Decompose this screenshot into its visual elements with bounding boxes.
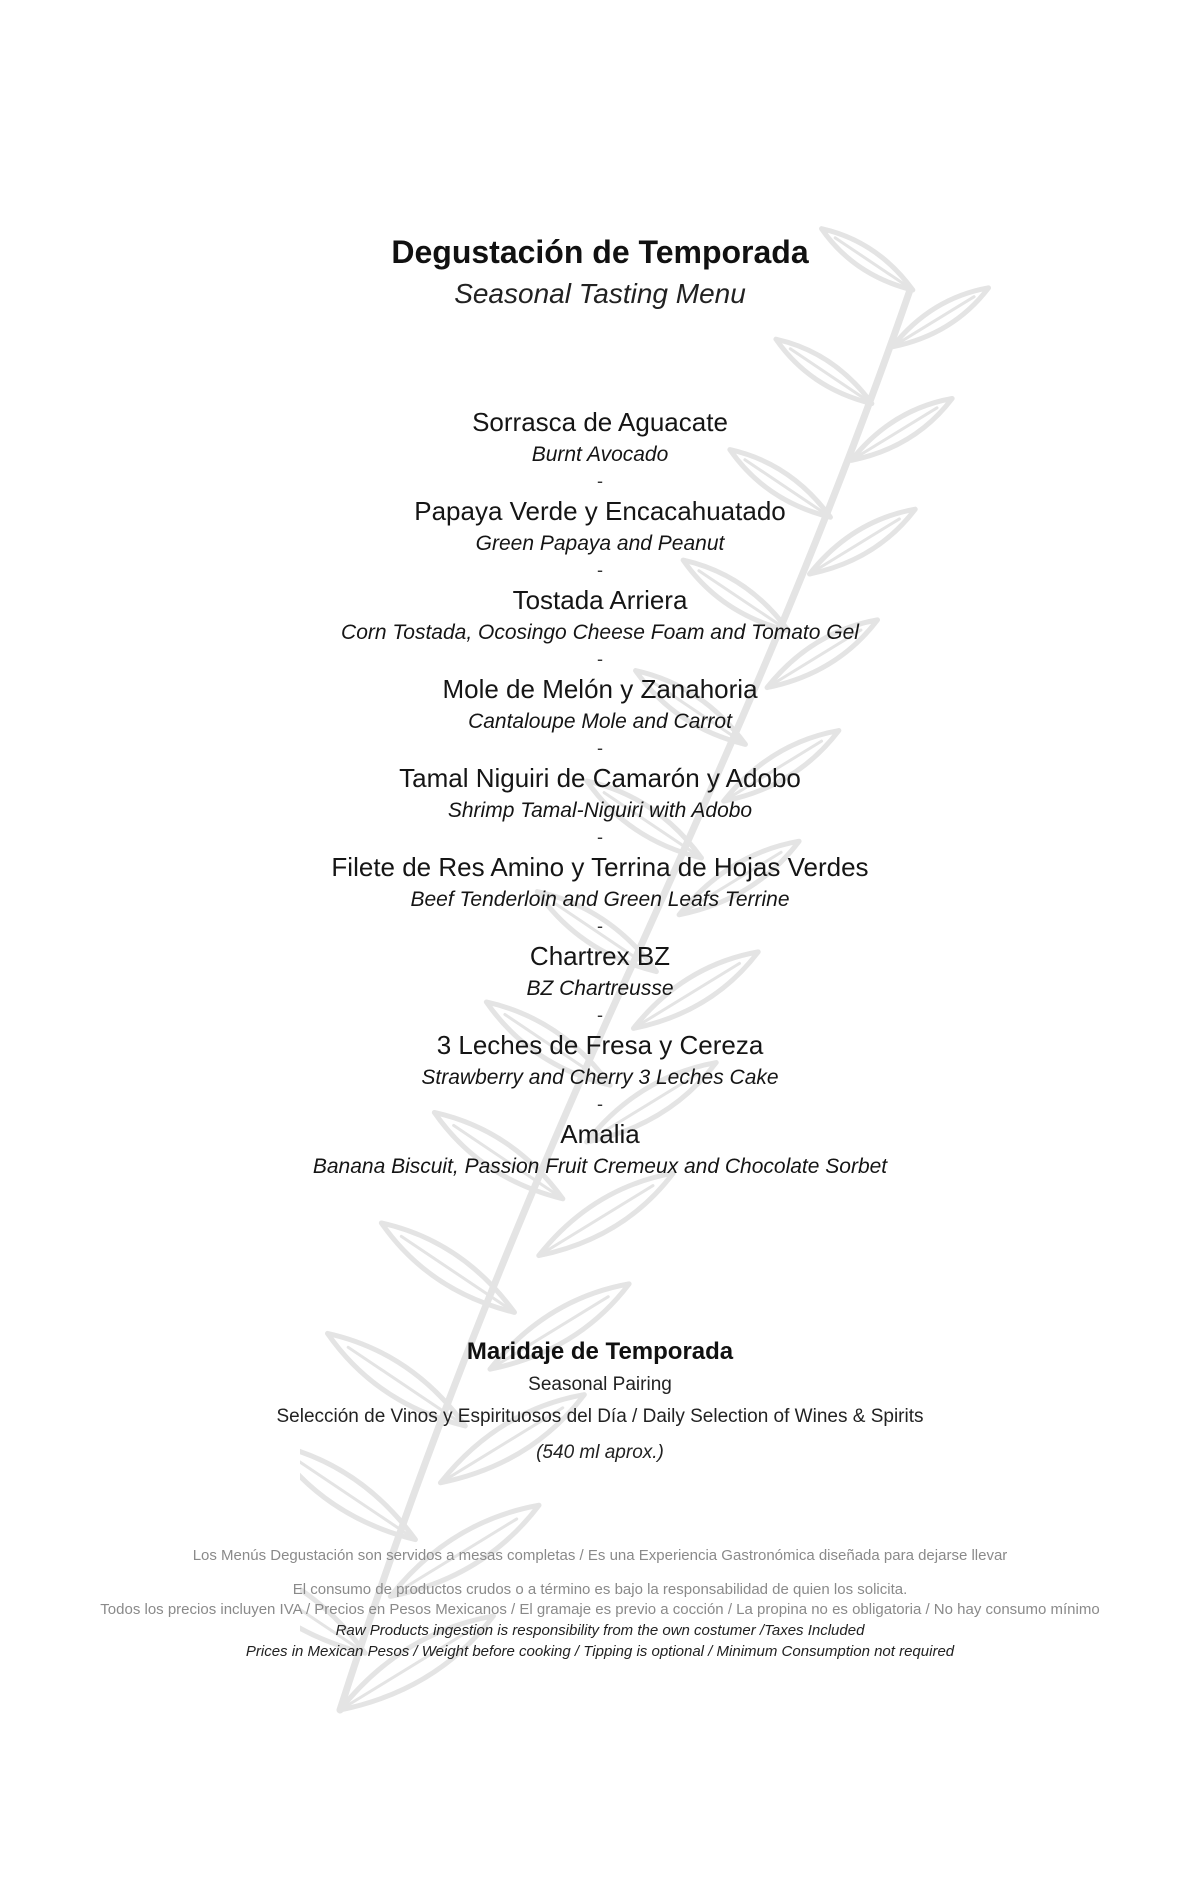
course-separator: - — [597, 827, 603, 847]
course-separator: - — [597, 738, 603, 758]
course-item — [0, 1027, 1200, 1116]
course-item — [0, 493, 1200, 582]
course-name-en: Green Papaya and Peanut — [475, 532, 725, 555]
pairing-selection: Selección de Vinos y Espirituosos del Día / Daily Selection of Wines & Spirits — [276, 1406, 924, 1427]
course-list — [0, 404, 1200, 1181]
footer-note-prices-es: Todos los precios incluyen IVA / Precios en Pesos Mexicanos / El gramaje es previo a cocción / La propina no es obligatoria / No hay consumo mínimo — [100, 1601, 1100, 1618]
course-separator: - — [597, 560, 603, 580]
course-separator: - — [597, 1094, 603, 1114]
course-item — [0, 938, 1200, 1027]
course-name-es: Filete de Res Amino y Terrina de Hojas Verdes — [331, 852, 869, 882]
course-item — [0, 582, 1200, 671]
footer-notes — [80, 1546, 1120, 1662]
course-separator: - — [597, 649, 603, 669]
menu-header — [0, 230, 1200, 314]
course-name-es: 3 Leches de Fresa y Cereza — [436, 1030, 764, 1060]
course-name-en: Beef Tenderloin and Green Leafs Terrine — [410, 888, 790, 911]
course-separator: - — [597, 916, 603, 936]
course-name-es: Amalia — [560, 1119, 640, 1149]
course-item — [0, 760, 1200, 849]
course-name-es: Papaya Verde y Encacahuatado — [414, 496, 786, 526]
course-separator: - — [597, 471, 603, 491]
course-item — [0, 404, 1200, 493]
pairing-section — [0, 1334, 1200, 1472]
course-name-en: Cantaloupe Mole and Carrot — [468, 710, 732, 733]
course-name-en: Burnt Avocado — [531, 443, 669, 466]
pairing-subtitle: Seasonal Pairing — [528, 1374, 672, 1395]
course-separator: - — [597, 1005, 603, 1025]
course-item — [0, 849, 1200, 938]
footer-note-prices-en: Prices in Mexican Pesos / Weight before cooking / Tipping is optional / Minimum Consumption not required — [245, 1643, 955, 1660]
course-name-es: Tamal Niguiri de Camarón y Adobo — [399, 763, 801, 793]
course-item — [0, 1116, 1200, 1181]
footer-note-raw-en: Raw Products ingestion is responsibility from the own costumer /Taxes Included — [335, 1622, 865, 1639]
course-name-en: Banana Biscuit, Passion Fruit Cremeux and Chocolate Sorbet — [312, 1155, 888, 1178]
footer-note-raw-es: El consumo de productos crudos o a término es bajo la responsabilidad de quien los solicita. — [292, 1581, 908, 1598]
course-name-es: Sorrasca de Aguacate — [472, 407, 728, 437]
pairing-title: Maridaje de Temporada — [466, 1338, 734, 1365]
course-name-en: BZ Chartreusse — [526, 977, 674, 1000]
footer-note-tasting: Los Menús Degustación son servidos a mesas completas / Es una Experiencia Gastronómica diseñada para dejarse llevar — [192, 1547, 1008, 1564]
course-name-en: Strawberry and Cherry 3 Leches Cake — [421, 1066, 779, 1089]
course-item — [0, 671, 1200, 760]
course-name-es: Mole de Melón y Zanahoria — [442, 674, 758, 704]
course-name-es: Chartrex BZ — [529, 941, 671, 971]
course-name-en: Corn Tostada, Ocosingo Cheese Foam and Tomato Gel — [341, 621, 859, 644]
course-name-es: Tostada Arriera — [512, 585, 688, 615]
pairing-volume: (540 ml aprox.) — [536, 1442, 664, 1463]
menu-subtitle: Seasonal Tasting Menu — [454, 278, 746, 309]
course-name-en: Shrimp Tamal-Niguiri with Adobo — [447, 799, 753, 822]
menu-title: Degustación de Temporada — [391, 234, 809, 270]
